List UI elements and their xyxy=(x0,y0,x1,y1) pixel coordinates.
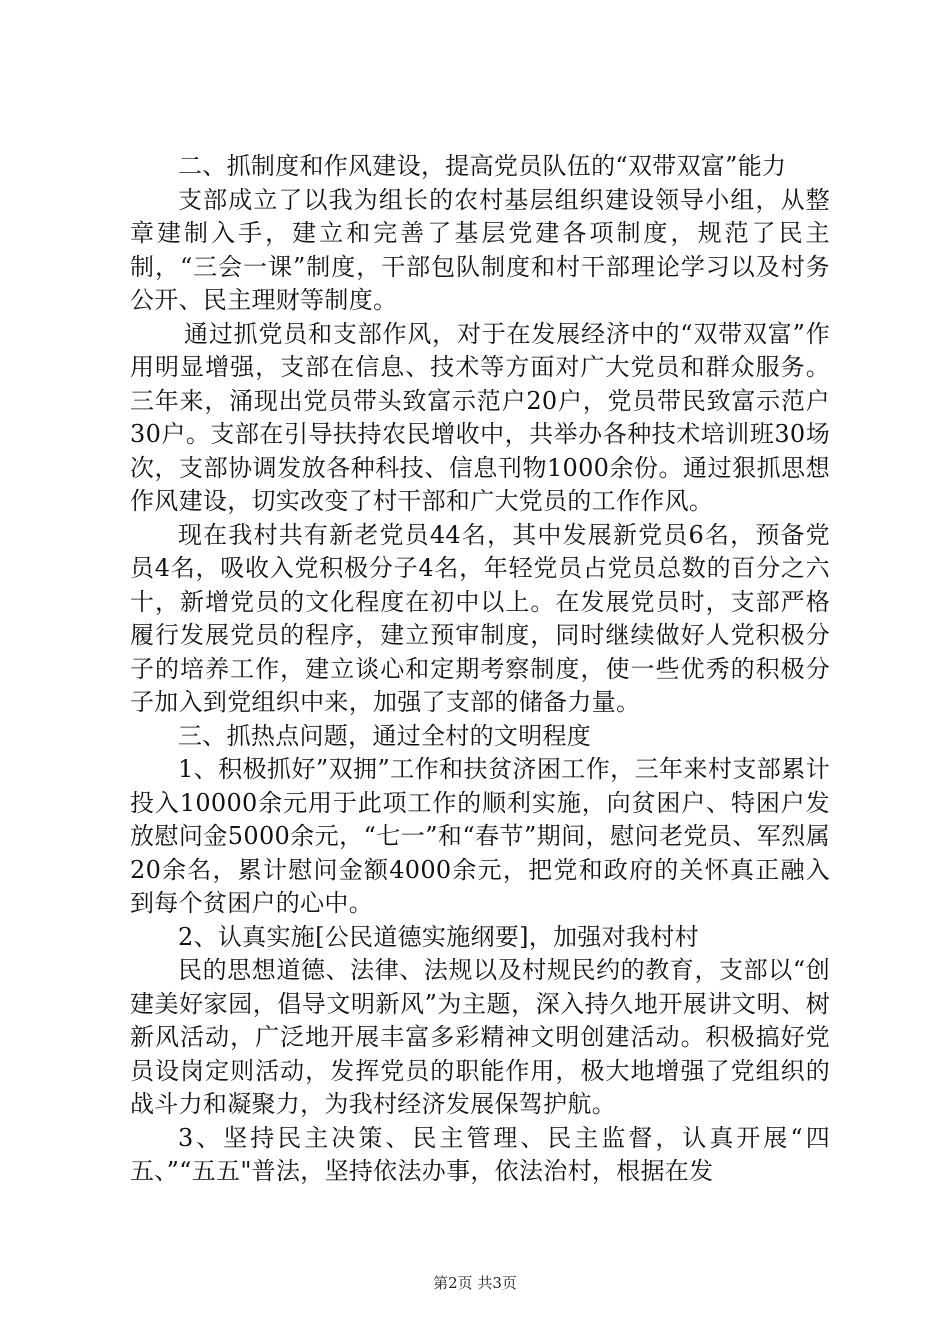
paragraph-item-one: 1、积极抓好”双拥”工作和扶贫济困工作，三年来村支部累计投入10000余元用于此项工作的顺利实施，向贫困户、特困户发放慰问金5000余元，“七一”和“春节”期间，慰问老党员、军烈属20余名，累计慰问金额4000余元，把党和政府的关怀真正融入到每个贫困户的心中。 xyxy=(130,755,830,917)
paragraph-work-style: 通过抓党员和支部作风，对于在发展经济中的“双带双富”作用明显增强，支部在信息、技术等方面对广大党员和群众服务。三年来，涌现出党员带头致富示范户20户，党员带民致富示范户30户。支部在引导扶持农民增收中，共举办各种技术培训班30场次，支部协调发放各种科技、信息刊物1000余份。通过狠抓思想作风建设，切实改变了村干部和广大党员的工作作风。 xyxy=(130,319,830,515)
section-heading-three: 三、抓热点问题，通过全村的文明程度 xyxy=(178,721,592,750)
paragraph-item-two-continued: 民的思想道德、法律、法规以及村规民约的教育，支部以“创建美好家园，倡导文明新风”为主题，深入持久地开展讲文明、树新风活动，广泛地开展丰富多彩精神文明创建活动。积极搞好党员设岗定则活动，发挥党员的职能作用，极大地增强了党组织的战斗力和凝聚力，为我村经济发展保驾护航。 xyxy=(130,956,830,1118)
paragraph-system-building: 支部成立了以我为组长的农村基层组织建设领导小组，从整章建制入手，建立和完善了基层党建各项制度，规范了民主制，“三会一课”制度，干部包队制度和村干部理论学习以及村务公开、民主理财等制度。 xyxy=(130,185,830,314)
section-heading-two: 二、抓制度和作风建设，提高党员队伍的“双带双富”能力 xyxy=(178,152,787,180)
paragraph-item-three: 3、坚持民主决策、民主管理、民主监督，认真开展“四五、”“五五"普法，坚持依法办事，依法治村，根据在发 xyxy=(130,1123,830,1185)
page-number-footer: 第2页 共3页 xyxy=(433,1274,517,1292)
paragraph-item-two: 2、认真实施[公民道德实施纲要]，加强对我村村 xyxy=(178,922,699,951)
paragraph-party-members: 现在我村共有新老党员44名，其中发展新党员6名，预备党员4名，吸收入党积极分子4名，年轻党员占党员总数的百分之六十，新增党员的文化程度在初中以上。在发展党员时，支部严格履行发展党员的程序，建立预审制度，同时继续做好人党积极分子的培养工作，建立谈心和定期考察制度，使一些优秀的积极分子加入到党组织中来，加强了支部的储备力量。 xyxy=(130,520,830,716)
document-body xyxy=(130,150,830,1189)
